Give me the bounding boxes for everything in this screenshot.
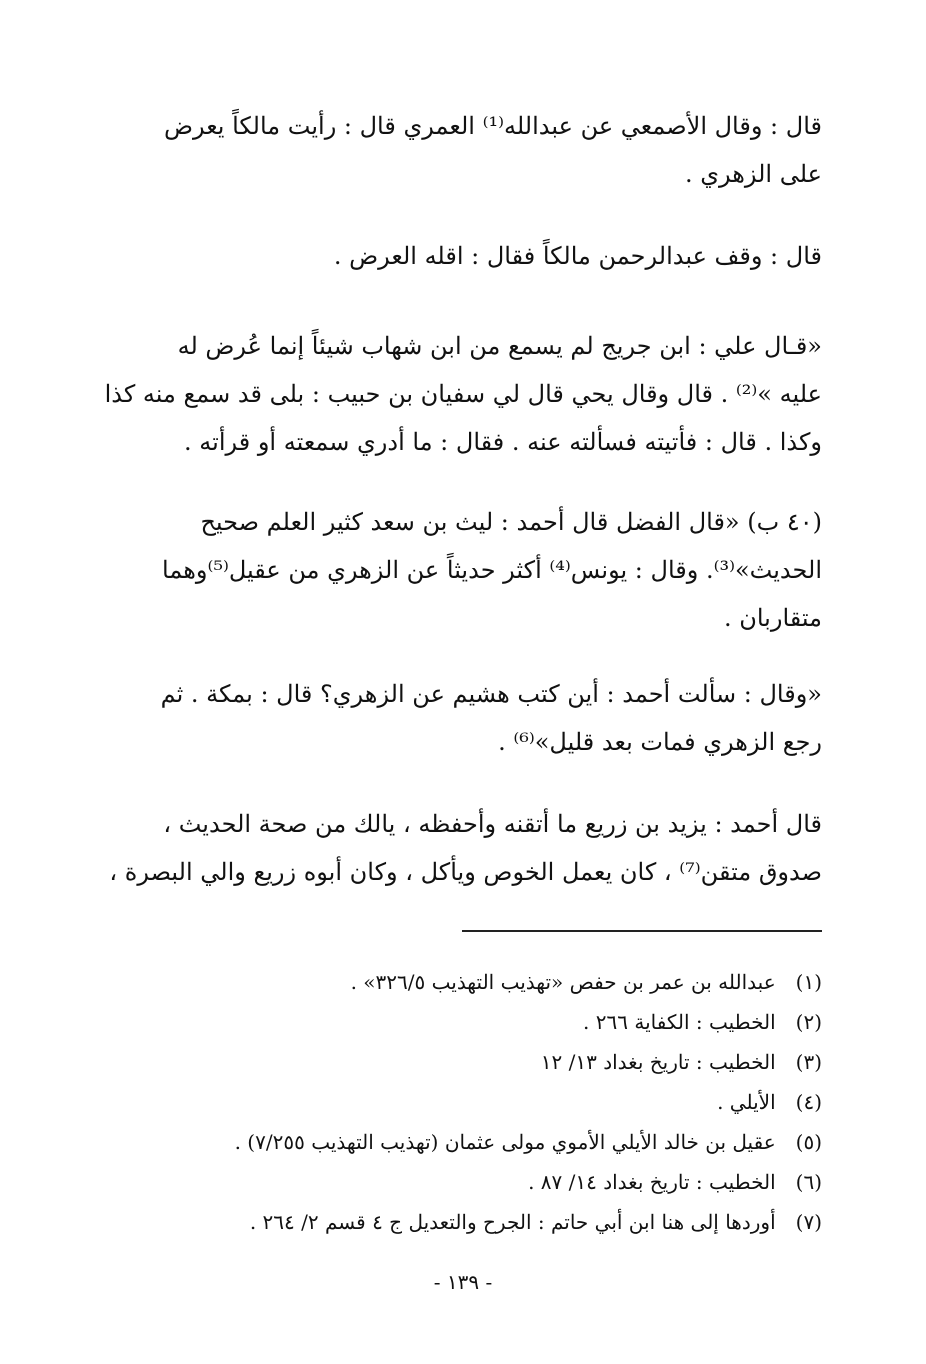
text-line: الحديث»⁽³⁾. وقال : يونس⁽⁴⁾ أكثر حديثاً عن الزهري من عقيل⁽⁵⁾وهما bbox=[162, 556, 822, 584]
footnote-4 bbox=[122, 1082, 822, 1122]
footnote-text: الخطيب : تاريخ بغداد ١٤/ ٨٧ . bbox=[528, 1170, 776, 1194]
text-line: «قـال علي : ابن جريج لم يسمع من ابن شهاب شيئاً إنما عُرض له bbox=[177, 332, 822, 360]
footnote-7 bbox=[122, 1202, 822, 1242]
paragraph-2 bbox=[122, 232, 822, 280]
paragraph-4 bbox=[122, 498, 822, 642]
text-line: رجع الزهري فمات بعد قليل»⁽⁶⁾ . bbox=[498, 728, 822, 756]
footnote-number: (٧) bbox=[795, 1210, 822, 1234]
paragraph-1 bbox=[122, 102, 822, 198]
footnote-5 bbox=[122, 1122, 822, 1162]
footnote-text: الخطيب : الكفاية ٢٦٦ . bbox=[583, 1010, 776, 1034]
footnote-number: (٦) bbox=[795, 1170, 822, 1194]
paragraph-6 bbox=[109, 800, 822, 896]
footnote-number: (٢) bbox=[795, 1010, 822, 1034]
footnote-6 bbox=[122, 1162, 822, 1202]
text-line: على الزهري . bbox=[684, 160, 822, 188]
footnote-1 bbox=[122, 962, 822, 1002]
text-line: قال : وقال الأصمعي عن عبدالله⁽¹⁾ العمري قال : رأيت مالكاً يعرض bbox=[163, 112, 822, 140]
text-line: قال : وقف عبدالرحمن مالكاً فقال : اقله العرض . bbox=[333, 242, 822, 270]
text-line: وكذا . قال : فأتيته فسألته عنه . فقال : ما أدري سمعته أو قرأته . bbox=[184, 428, 822, 456]
paragraph-3 bbox=[104, 322, 822, 466]
text-line: متقاربان . bbox=[723, 604, 822, 632]
footnote-number: (٤) bbox=[795, 1090, 822, 1114]
footnotes-list bbox=[122, 962, 822, 1242]
text-line: عليه »⁽²⁾ . قال وقال يحي قال لي سفيان بن حبيب : بلى قد سمع منه كذا bbox=[104, 380, 822, 408]
footnote-number: (٥) bbox=[795, 1130, 822, 1154]
footnote-text: عبدالله بن عمر بن حفص «تهذيب التهذيب ٣٢٦/٥» . bbox=[350, 970, 776, 994]
footnote-text: الخطيب : تاريخ بغداد ١٣/ ١٢ bbox=[540, 1050, 776, 1074]
footnote-divider bbox=[462, 930, 822, 932]
footnote-2 bbox=[122, 1002, 822, 1042]
text-line: صدوق متقن⁽⁷⁾ ، كان يعمل الخوص ويأكل ، وكان أبوه زريع والي البصرة ، bbox=[109, 858, 822, 886]
page-number: - ١٣٩ - bbox=[433, 1270, 493, 1294]
text-line: قال أحمد : يزيد بن زريع ما أتقنه وأحفظه ، يالك من صحة الحديث ، bbox=[163, 810, 822, 838]
text-line: «وقال : سألت أحمد : أين كتب هشيم عن الزهري؟ قال : بمكة . ثم bbox=[160, 680, 822, 708]
footnote-text: أوردها إلى هنا ابن أبي حاتم : الجرح والتعديل ج ٤ قسم ٢/ ٢٦٤ . bbox=[249, 1210, 776, 1234]
footnote-text: عقيل بن خالد الأيلي الأموي مولى عثمان (تهذيب التهذيب ٧/٢٥٥) . bbox=[234, 1130, 776, 1154]
paragraph-5 bbox=[122, 670, 822, 766]
footnote-3 bbox=[122, 1042, 822, 1082]
footnote-number: (٣) bbox=[795, 1050, 822, 1074]
text-line: (٤٠ ب) «قال الفضل قال أحمد : ليث بن سعد كثير العلم صحيح bbox=[200, 508, 822, 536]
footnote-text: الأيلي . bbox=[717, 1090, 776, 1114]
footnote-number: (١) bbox=[795, 970, 822, 994]
